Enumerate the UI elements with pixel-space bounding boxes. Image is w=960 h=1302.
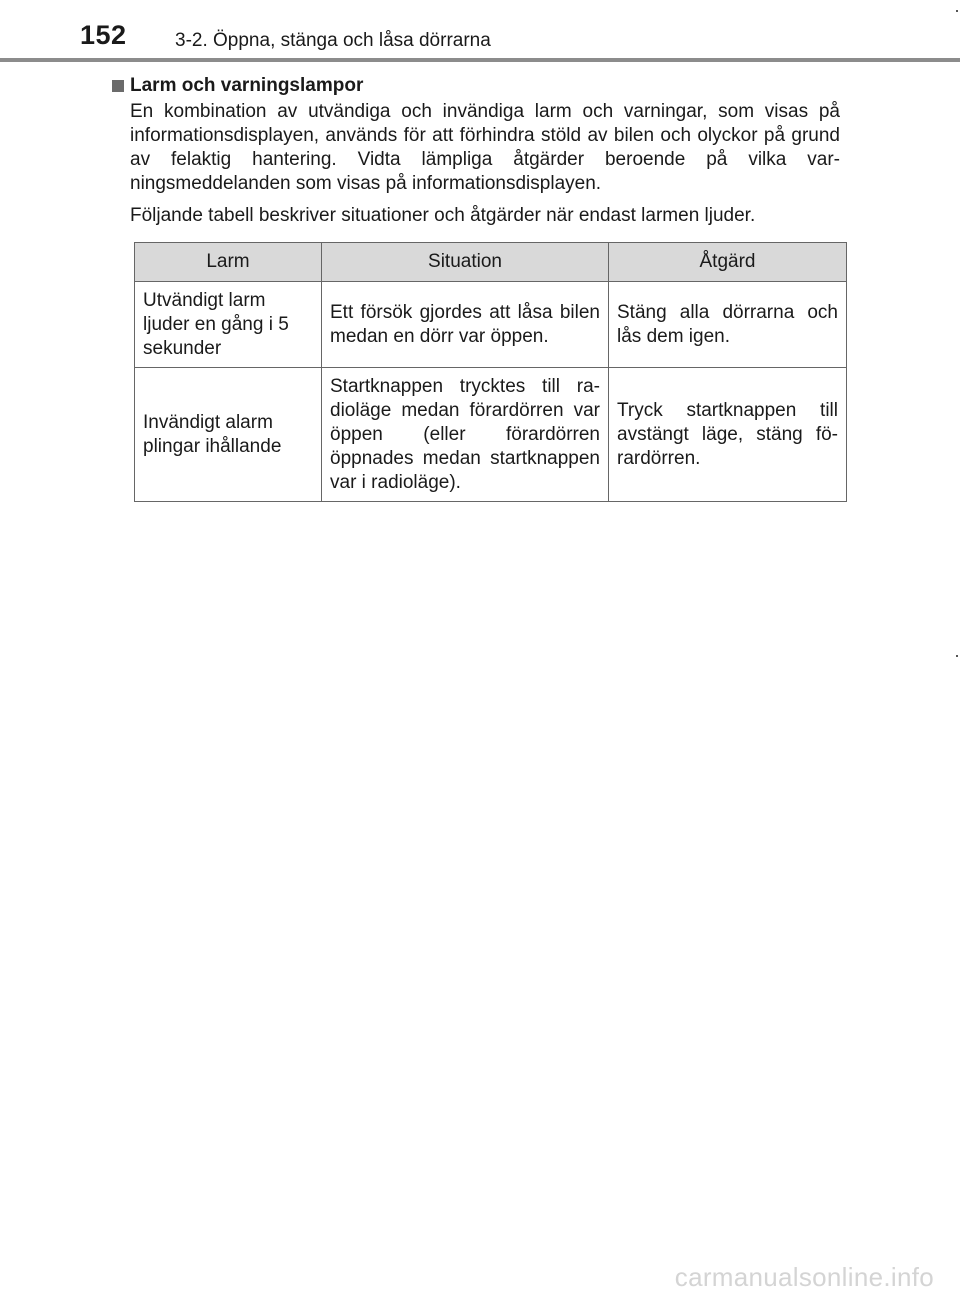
- cell-situation: Startknappen trycktes till radioläge medan förardörren var öppen (eller förardörren öppnades medan startknappen var i radioläge).: [322, 368, 609, 502]
- cell-situation: Ett försök gjordes att låsa bilen medan en dörr var öppen.: [322, 282, 609, 368]
- alarm-table: [134, 242, 847, 502]
- cell-alarm: Invändigt alarm plingar ihållande: [135, 368, 322, 502]
- cell-alarm: Utvändigt larm ljuder en gång i 5 sekunder: [135, 282, 322, 368]
- crop-mark: [956, 655, 958, 657]
- crop-mark: [956, 10, 958, 12]
- site-watermark: carmanualsonline.info: [674, 1262, 934, 1292]
- header-situation: Situation: [322, 243, 609, 282]
- header-action: Åtgärd: [609, 243, 847, 282]
- header-divider: [0, 58, 960, 62]
- table-header-row: [135, 243, 847, 282]
- table-row: [135, 368, 847, 502]
- chapter-title: 3-2. Öppna, stänga och låsa dörrarna: [175, 30, 491, 51]
- cell-action: Tryck startknappen till avstängt läge, stäng förardörren.: [609, 368, 847, 502]
- alarm-table-container: [134, 242, 846, 502]
- section-heading: [112, 74, 842, 98]
- section-content: [112, 74, 842, 236]
- header-alarm: Larm: [135, 243, 322, 282]
- square-bullet-icon: [112, 80, 124, 92]
- page-number: 152: [80, 20, 127, 50]
- page-header: [0, 0, 960, 64]
- section-heading-text: Larm och varningslampor: [130, 75, 364, 96]
- table-intro-paragraph: Följande tabell beskriver situationer och åtgärder när endast larmen ljuder.: [130, 205, 756, 226]
- cell-action: Stäng alla dörrarna och lås dem igen.: [609, 282, 847, 368]
- table-row: [135, 282, 847, 368]
- intro-paragraph: En kombination av utvändiga och invändiga larm och varningar, som visas på informationsdisplayen, används för att förhindra stöld av bilen och olyckor på grund av felaktig hantering. Vidta lämpliga åtgärder beroende på vilka varningsmeddelanden som visas på informationsdisplayen.: [130, 101, 840, 194]
